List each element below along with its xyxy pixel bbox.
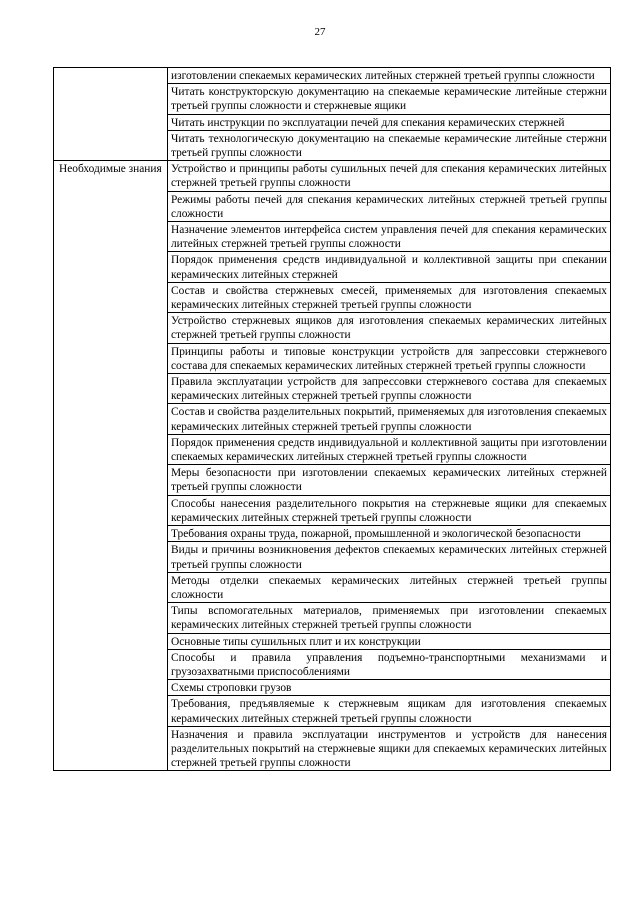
knowledge-item: Устройство и принципы работы сушильных печей для спекания керамических литейных стержней третьей группы сложности (168, 161, 611, 191)
knowledge-item: Типы вспомогательных материалов, применяемых при изготовлении спекаемых керамических литейных стержней третьей группы сложности (168, 603, 611, 633)
table-row (54, 68, 611, 84)
knowledge-item: Режимы работы печей для спекания керамических литейных стержней третьей группы сложности (168, 191, 611, 221)
page-number: 27 (314, 26, 326, 38)
knowledge-item: Меры безопасности при изготовлении спекаемых керамических литейных стержней третьей группы сложности (168, 465, 611, 495)
knowledge-item: Назначения и правила эксплуатации инструментов и устройств для нанесения разделительных покрытий на стержневые ящики для спекаемых керамических литейных стержней третьей группы сложности (168, 726, 611, 771)
skill-item: Читать конструкторскую документацию на спекаемые керамические литейные стержни третьей группы сложности и стержневые ящики (168, 84, 611, 114)
knowledge-item: Правила эксплуатации устройств для запрессовки стержневого состава для спекаемых керамических литейных стержней третьей группы сложности (168, 374, 611, 404)
row-group-label: Необходимые знания (54, 161, 168, 771)
knowledge-item: Виды и причины возникновения дефектов спекаемых керамических литейных стержней третьей группы сложности (168, 542, 611, 572)
knowledge-table (53, 67, 611, 771)
knowledge-item: Способы нанесения разделительного покрытия на стержневые ящики для спекаемых керамических литейных стержней третьей группы сложности (168, 495, 611, 525)
knowledge-item: Способы и правила управления подъемно-транспортными механизмами и грузозахватными приспособлениями (168, 649, 611, 679)
table-row (54, 161, 611, 191)
knowledge-item: Методы отделки спекаемых керамических литейных стержней третьей группы сложности (168, 572, 611, 602)
knowledge-item: Состав и свойства стержневых смесей, применяемых для изготовления спекаемых керамических литейных стержней третьей группы сложности (168, 282, 611, 312)
knowledge-item: Требования, предъявляемые к стержневым ящикам для изготовления спекаемых керамических литейных стержней третьей группы сложности (168, 696, 611, 726)
knowledge-item: Назначение элементов интерфейса систем управления печей для спекания керамических литейных стержней третьей группы сложности (168, 222, 611, 252)
skill-item: Читать технологическую документацию на спекаемые керамические литейные стержни третьей группы сложности (168, 130, 611, 160)
knowledge-item: Порядок применения средств индивидуальной и коллективной защиты при изготовлении спекаемых керамических литейных стержней третьей группы сложности (168, 434, 611, 464)
knowledge-item: Схемы строповки грузов (168, 680, 611, 696)
empty-label-cell (54, 68, 168, 161)
knowledge-item: Принципы работы и типовые конструкции устройств для запрессовки стержневого состава для спекаемых керамических литейных стержней третьей группы сложности (168, 343, 611, 373)
knowledge-item: Состав и свойства разделительных покрытий, применяемых для изготовления спекаемых керамических литейных стержней третьей группы сложности (168, 404, 611, 434)
knowledge-item: Основные типы сушильных плит и их конструкции (168, 633, 611, 649)
knowledge-item: Устройство стержневых ящиков для изготовления спекаемых керамических литейных стержней третьей группы сложности (168, 313, 611, 343)
knowledge-item: Порядок применения средств индивидуальной и коллективной защиты при спекании керамических литейных стержней (168, 252, 611, 282)
knowledge-item: Требования охраны труда, пожарной, промышленной и экологической безопасности (168, 526, 611, 542)
skill-item: Читать инструкции по эксплуатации печей для спекания керамических стержней (168, 114, 611, 130)
skill-item: изготовлении спекаемых керамических литейных стержней третьей группы сложности (168, 68, 611, 84)
